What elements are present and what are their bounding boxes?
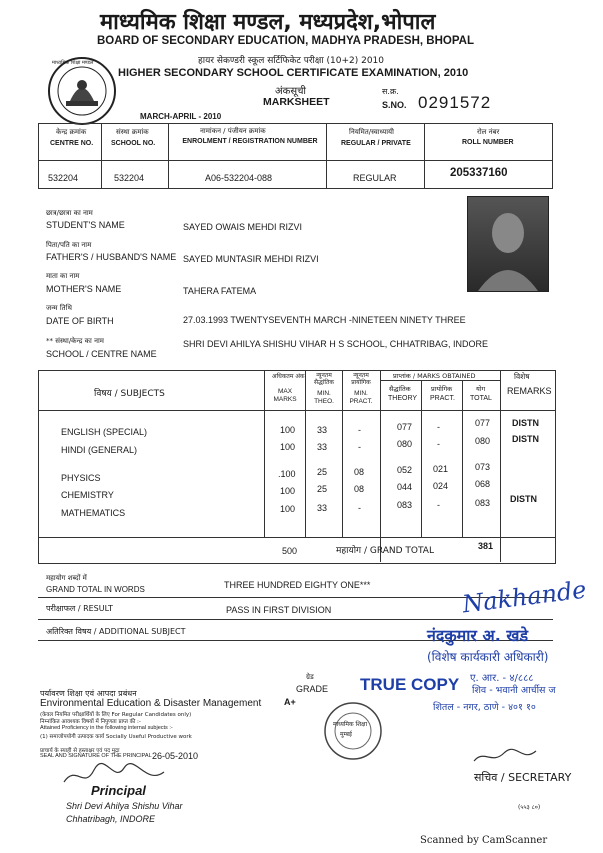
- practical-marks: 024: [433, 481, 449, 491]
- practical-marks: -: [437, 422, 440, 432]
- theory-marks: 044: [397, 482, 413, 492]
- school-no-label: SCHOOL NO.: [111, 140, 156, 147]
- max-marks: 100: [280, 442, 296, 452]
- roll-label-hindi: रोल नंबर: [477, 128, 500, 136]
- theory-header-hindi: सैद्धांतिक: [389, 385, 411, 393]
- practical-marks: -: [437, 439, 440, 449]
- min-pract-header: MIN. PRACT.: [349, 390, 373, 405]
- school-name-value: SHRI DEVI AHILYA SHISHU VIHAR H S SCHOOL, CHHATRIBAG, INDORE: [183, 339, 489, 349]
- max-marks-total: 500: [282, 546, 298, 556]
- grade-label-hindi: ग्रेड: [306, 673, 314, 681]
- max-header: MAX MARKS: [273, 388, 297, 403]
- remark: DISTN: [512, 418, 539, 428]
- enrolment-label: ENROLMENT / REGISTRATION NUMBER: [182, 138, 318, 145]
- hindi-exam-title: हायर सेकण्डरी स्कूल सर्टिफिकेट परीक्षा (10+2) 2010: [198, 56, 385, 66]
- total-in-words-value: THREE HUNDRED EIGHTY ONE***: [224, 580, 371, 590]
- principal-title: Principal: [91, 783, 146, 798]
- secretary-signature: Nakhande: [460, 575, 588, 619]
- grand-total-label: महायोग / GRAND TOTAL: [336, 546, 434, 556]
- scanner-watermark: Scanned by CamScanner: [420, 835, 548, 846]
- theory-marks: 080: [397, 439, 413, 449]
- student-name-value: SAYED OWAIS MEHDI RIZVI: [183, 222, 303, 232]
- obtained-header: प्राप्तांक / MARKS OBTAINED: [393, 372, 476, 380]
- subject-name: ENGLISH (SPECIAL): [61, 427, 148, 437]
- regular-value: REGULAR: [353, 173, 397, 183]
- max-header-hindi: अधिकतम अंक: [272, 373, 305, 380]
- subject-name: CHEMISTRY: [61, 490, 114, 500]
- secretary-label: सचिव / SECRETARY: [474, 771, 572, 784]
- result-label: परीक्षाफल / RESULT: [46, 604, 113, 613]
- min-practical: 08: [354, 467, 365, 477]
- regular-label-hindi: नियमित/स्वाध्यायी: [349, 128, 394, 136]
- env-education-english: Environmental Education & Disaster Management: [40, 698, 262, 709]
- stamp-name: नंदकुमार अ. खडे: [427, 626, 529, 645]
- school-no-label-hindi: संस्था क्रमांक: [116, 128, 149, 136]
- practical-marks: 021: [433, 464, 449, 474]
- min-theory: 33: [317, 425, 328, 435]
- stamp-place: शिव - भवानी आर्चीस ज: [472, 685, 556, 696]
- round-seal: [322, 700, 384, 762]
- english-board-title: BOARD OF SECONDARY EDUCATION, MADHYA PRADESH, BHOPAL: [97, 35, 474, 47]
- min-theo-header-hindi: न्यूनतम सैद्धांतिक: [314, 372, 334, 386]
- round-seal-city: मुम्बई: [340, 731, 352, 738]
- father-label-hindi: पिता/पति का नाम: [46, 241, 92, 249]
- mother-label-hindi: माता का नाम: [46, 272, 80, 280]
- principal-seal-label: SEAL AND SIGNATURE OF THE PRINCIPAL: [40, 753, 152, 759]
- min-theory: 33: [317, 442, 328, 452]
- env-education-hindi: पर्यावरण शिक्षा एवं आपदा प्रबंधन: [40, 689, 137, 698]
- total-marks: 077: [475, 418, 491, 428]
- centre-label-hindi: केन्द्र क्रमांक: [56, 128, 87, 136]
- subject-name: PHYSICS: [61, 473, 101, 483]
- document-code: (५५३ ८०): [518, 804, 541, 811]
- sno-value: 0291572: [418, 93, 492, 112]
- remarks-header-hindi: विशेष: [514, 372, 530, 381]
- true-copy-stamp: TRUE COPY: [360, 675, 460, 694]
- hindi-board-title: माध्यमिक शिक्षा मण्डल, मध्यप्रदेश,भोपाल: [100, 10, 436, 35]
- grade-label: GRADE: [296, 684, 329, 694]
- min-theory: 33: [317, 503, 328, 513]
- total-marks: 080: [475, 436, 491, 446]
- env-note-supw: (1) समाजोपयोगी उत्पादक कार्य Socially Useful Productive work: [40, 734, 192, 740]
- stamp-address: शितल - नगर, ठाणे - ४०१ १०: [433, 702, 536, 713]
- total-in-words-label-hindi: महायोग शब्दों में: [46, 574, 87, 582]
- secretary-signature-mark: [470, 745, 540, 767]
- env-note-regular: (केवल नियमित परीक्षार्थियों के लिए For Regular Candidates only): [40, 712, 192, 718]
- env-note-proficiency: Attained Proficiency in the following internal subjects :-: [40, 725, 173, 731]
- stamp-title: (विशेष कार्यकारी अधिकारी): [427, 650, 549, 664]
- marksheet-label: MARKSHEET: [263, 96, 330, 108]
- env-note-hindi: निम्नांकित आवश्यक विषयों में निपुणता प्राप्त की :-: [40, 719, 141, 725]
- student-name-label: STUDENT'S NAME: [46, 220, 125, 230]
- min-practical: -: [358, 425, 361, 435]
- min-pract-header-hindi: न्यूनतम प्रायोगिक: [351, 372, 371, 386]
- principal-school: Shri Devi Ahilya Shishu Vihar: [66, 801, 183, 811]
- min-theory: 25: [317, 467, 328, 477]
- pract-header: PRACT.: [430, 395, 455, 402]
- remarks-header: REMARKS: [507, 386, 552, 396]
- seal-lettering: माध्यमिक शिक्षा मण्डल: [52, 60, 94, 66]
- min-practical: 08: [354, 484, 365, 494]
- total-header: TOTAL: [470, 395, 492, 402]
- theory-header: THEORY: [388, 395, 418, 402]
- centre-label: CENTRE NO.: [50, 140, 94, 147]
- grade-value: A+: [284, 697, 296, 707]
- roll-label: ROLL NUMBER: [462, 139, 514, 146]
- total-in-words-label: GRAND TOTAL IN WORDS: [46, 585, 145, 594]
- centre-value: 532204: [48, 173, 79, 183]
- principal-seal-label-hindi: प्राचार्य के स्याही से हस्ताक्षर एवं पद मुद्रा: [40, 748, 120, 754]
- dob-label: DATE OF BIRTH: [46, 316, 114, 326]
- theory-marks: 083: [397, 500, 413, 510]
- stamp-registration: ए. आर. - ४/८८८: [470, 673, 534, 684]
- subject-name: HINDI (GENERAL): [61, 445, 138, 455]
- theory-marks: 077: [397, 422, 413, 432]
- enrolment-label-hindi: नामांकन / पंजीयन क्रमांक: [200, 127, 266, 135]
- principal-city: Chhatribagh, INDORE: [66, 814, 156, 824]
- round-seal-text: माध्यमिक शिक्षा: [333, 721, 368, 728]
- subjects-header: विषय / SUBJECTS: [94, 389, 165, 399]
- sno-hindi: स.क्र.: [382, 87, 399, 96]
- mother-value: TAHERA FATEMA: [183, 286, 257, 296]
- school-no-value: 532204: [114, 173, 145, 183]
- remark: DISTN: [512, 434, 539, 444]
- result-value: PASS IN FIRST DIVISION: [226, 605, 332, 615]
- student-photo: [467, 196, 549, 292]
- father-value: SAYED MUNTASIR MEHDI RIZVI: [183, 254, 319, 264]
- dob-value: 27.03.1993 TWENTYSEVENTH MARCH -NINETEEN NINETY THREE: [183, 315, 466, 325]
- dob-label-hindi: जन्म तिथि: [46, 304, 72, 312]
- min-practical: -: [358, 503, 361, 513]
- min-theory: 25: [317, 484, 328, 494]
- enrolment-value: A06-532204-088: [205, 173, 273, 183]
- max-marks: .100: [278, 469, 296, 479]
- grand-total-value: 381: [478, 541, 494, 551]
- issue-date: 26-05-2010: [152, 751, 199, 761]
- total-marks: 073: [475, 462, 491, 472]
- subject-name: MATHEMATICS: [61, 508, 126, 518]
- theory-marks: 052: [397, 465, 413, 475]
- total-marks: 083: [475, 498, 491, 508]
- hindi-marksheet-label: अंकसूची: [275, 86, 307, 97]
- total-marks: 068: [475, 479, 491, 489]
- max-marks: 100: [280, 504, 296, 514]
- sno-label: S.NO.: [382, 100, 407, 110]
- remark: DISTN: [510, 494, 537, 504]
- min-theo-header: MIN. THEO.: [314, 390, 334, 405]
- student-name-label-hindi: छात्र/छात्रा का नाम: [46, 209, 93, 217]
- min-practical: -: [358, 442, 361, 452]
- school-name-label-hindi: ** संस्था/केन्द्र का नाम: [46, 337, 104, 345]
- english-exam-title: HIGHER SECONDARY SCHOOL CERTIFICATE EXAMINATION, 2010: [118, 67, 469, 79]
- max-marks: 100: [280, 486, 296, 496]
- father-label: FATHER'S / HUSBAND'S NAME: [46, 252, 177, 262]
- practical-marks: -: [437, 500, 440, 510]
- max-marks: 100: [280, 425, 296, 435]
- school-name-label: SCHOOL / CENTRE NAME: [46, 349, 157, 359]
- total-header-hindi: योग: [476, 385, 486, 393]
- pract-header-hindi: प्रायोगिक: [431, 385, 453, 393]
- regular-label: REGULAR / PRIVATE: [341, 140, 411, 147]
- session-label: MARCH-APRIL - 2010: [140, 112, 222, 121]
- additional-subject-label: अतिरिक्त विषय / ADDITIONAL SUBJECT: [46, 627, 186, 636]
- mother-label: MOTHER'S NAME: [46, 284, 122, 294]
- roll-value: 205337160: [450, 167, 508, 179]
